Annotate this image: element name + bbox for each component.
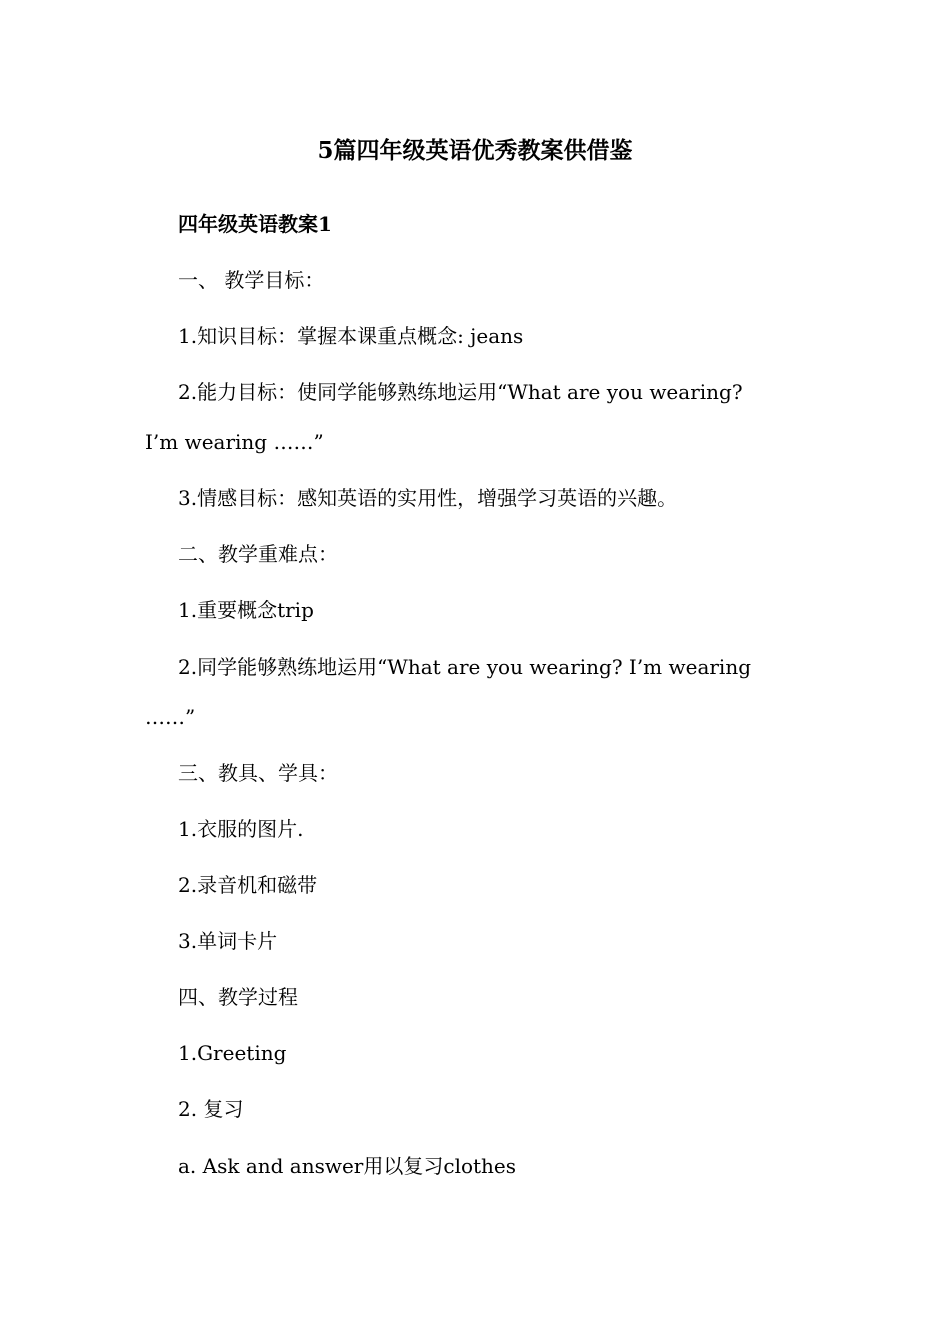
paragraph-line: 1.重要概念trip — [178, 598, 314, 622]
section-heading-objectives: 一、 教学目标： — [178, 268, 325, 292]
paragraph-line-continued: I’m wearing ……” — [145, 430, 324, 454]
paragraph-line: 1.衣服的图片. — [178, 817, 304, 841]
paragraph-line: 1.Greeting — [178, 1041, 287, 1065]
section-heading-materials: 三、教具、学具： — [178, 761, 338, 785]
paragraph-line: 2.能力目标：使同学能够熟练地运用“What are you wearing? — [178, 380, 743, 404]
section-heading-key-points: 二、教学重难点： — [178, 542, 338, 566]
lesson-heading: 四年级英语教案1 — [178, 212, 332, 236]
paragraph-line: 3.情感目标：感知英语的实用性，增强学习英语的兴趣。 — [178, 486, 678, 510]
paragraph-line: 3.单词卡片 — [178, 929, 278, 953]
paragraph-line: 1.知识目标：掌握本课重点概念: jeans — [178, 324, 524, 348]
paragraph-line: 2.同学能够熟练地运用“What are you wearing? I’m wearing — [178, 655, 752, 679]
paragraph-line: 2.录音机和磁带 — [178, 873, 318, 897]
paragraph-line: a. Ask and answer用以复习clothes — [178, 1154, 517, 1178]
document-title: 5篇四年级英语优秀教案供借鉴 — [317, 137, 633, 164]
paragraph-line: 2. 复习 — [178, 1097, 244, 1121]
section-heading-process: 四、教学过程 — [178, 985, 298, 1009]
paragraph-line-continued: ……” — [145, 705, 196, 729]
